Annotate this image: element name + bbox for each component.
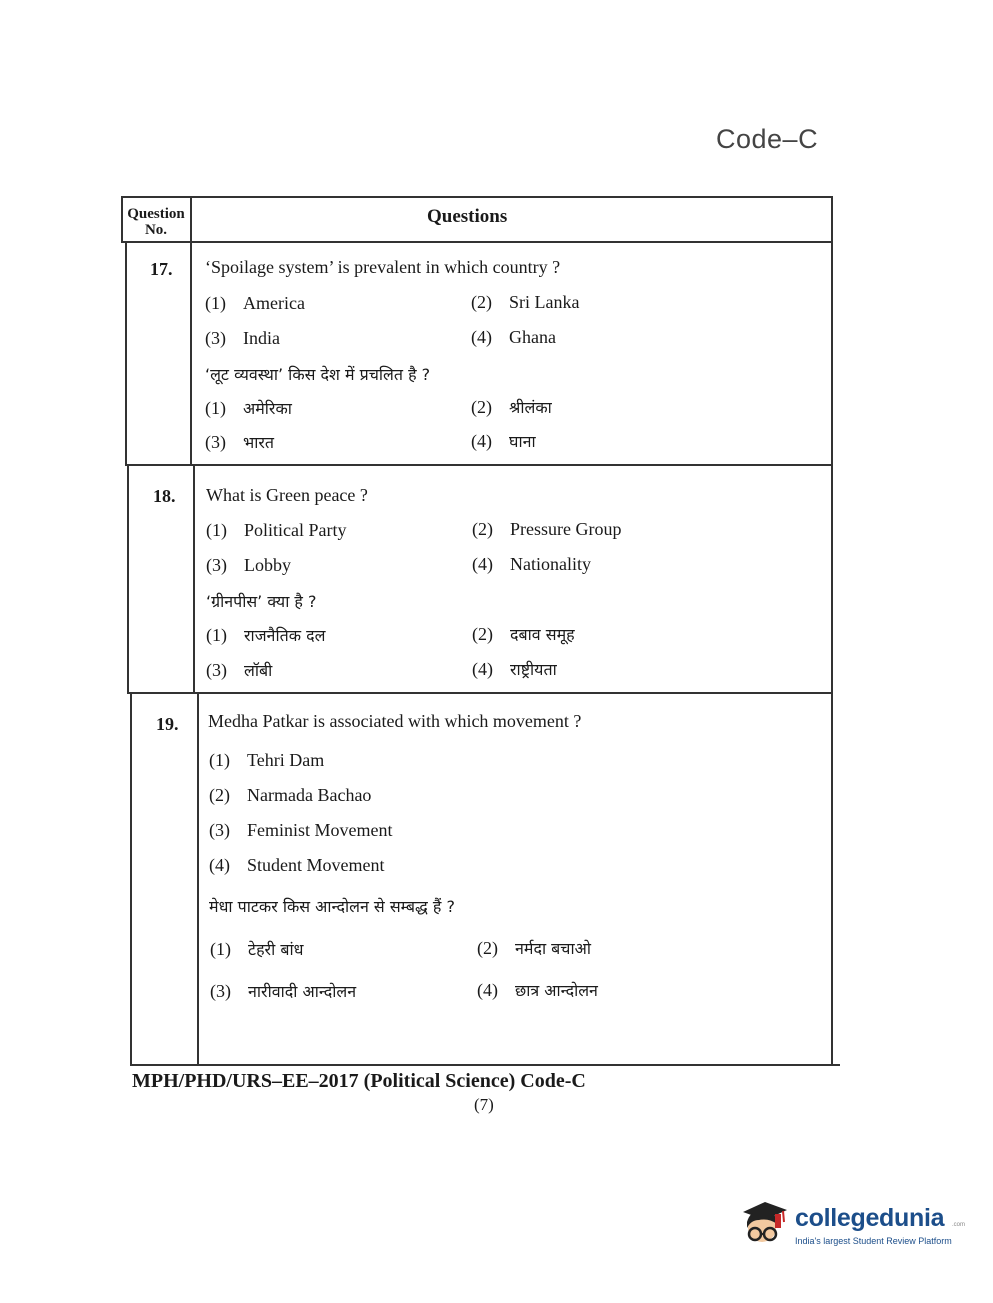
question-number: 17. — [150, 259, 173, 279]
question-text-en: Medha Patkar is associated with which movement ? — [208, 711, 582, 731]
question-text-hi: मेधा पाटकर किस आन्दोलन से सम्बद्ध हैं ? — [209, 897, 455, 916]
option-1: (1) Political Party — [206, 520, 347, 540]
option-1-hi: (1) राजनैतिक दल — [206, 625, 326, 645]
option-1: (1) America — [205, 293, 305, 313]
option-4: (4) Nationality — [472, 554, 591, 574]
question-text-hi: ‘ग्रीनपीस’ क्या है ? — [206, 592, 317, 611]
question-text-hi: ‘लूट व्यवस्था’ किस देश में प्रचलित है ? — [205, 365, 431, 384]
logo-domain-suffix: .com — [952, 1222, 966, 1228]
col-header-question-no: Question No. — [127, 206, 185, 238]
option-3-hi: (3) भारत — [205, 432, 275, 452]
option-1-hi: (1) अमेरिका — [205, 398, 292, 418]
option-3: (3) Feminist Movement — [209, 820, 393, 840]
col-header-questions: Questions — [427, 206, 508, 227]
footer-exam-title: MPH/PHD/URS–EE–2017 (Political Science) Code-C — [132, 1070, 586, 1092]
option-3: (3) Lobby — [206, 555, 291, 575]
option-2-hi: (2) नर्मदा बचाओ — [477, 938, 591, 958]
option-4: (4) Student Movement — [209, 855, 385, 875]
option-4: (4) Ghana — [471, 327, 556, 347]
option-2: (2) Narmada Bachao — [209, 785, 372, 805]
question-text-en: What is Green peace ? — [206, 485, 368, 505]
option-3-hi: (3) नारीवादी आन्दोलन — [210, 981, 357, 1001]
option-4-hi: (4) राष्ट्रीयता — [472, 659, 557, 679]
option-3: (3) India — [205, 328, 280, 348]
option-4-hi: (4) घाना — [471, 431, 536, 451]
option-2-hi: (2) दबाव समूह — [472, 624, 575, 644]
mascot-icon — [735, 1198, 793, 1256]
option-1: (1) Tehri Dam — [209, 750, 325, 770]
option-4-hi: (4) छात्र आन्दोलन — [477, 980, 598, 1000]
question-number: 18. — [153, 486, 176, 506]
collegedunia-logo — [735, 1198, 966, 1256]
question-number: 19. — [156, 714, 179, 734]
option-1-hi: (1) टेहरी बांध — [210, 939, 304, 959]
logo-tagline: India's largest Student Review Platform — [795, 1236, 952, 1246]
paper-code: Code–C — [716, 124, 819, 154]
logo-wordmark: collegedunia — [795, 1204, 945, 1232]
option-2: (2) Sri Lanka — [471, 292, 580, 312]
question-text-en: ‘Spoilage system’ is prevalent in which country ? — [205, 257, 561, 277]
option-2: (2) Pressure Group — [472, 519, 622, 539]
page-number: (7) — [474, 1095, 494, 1114]
option-2-hi: (2) श्रीलंका — [471, 397, 552, 417]
option-3-hi: (3) लॉबी — [206, 660, 273, 680]
